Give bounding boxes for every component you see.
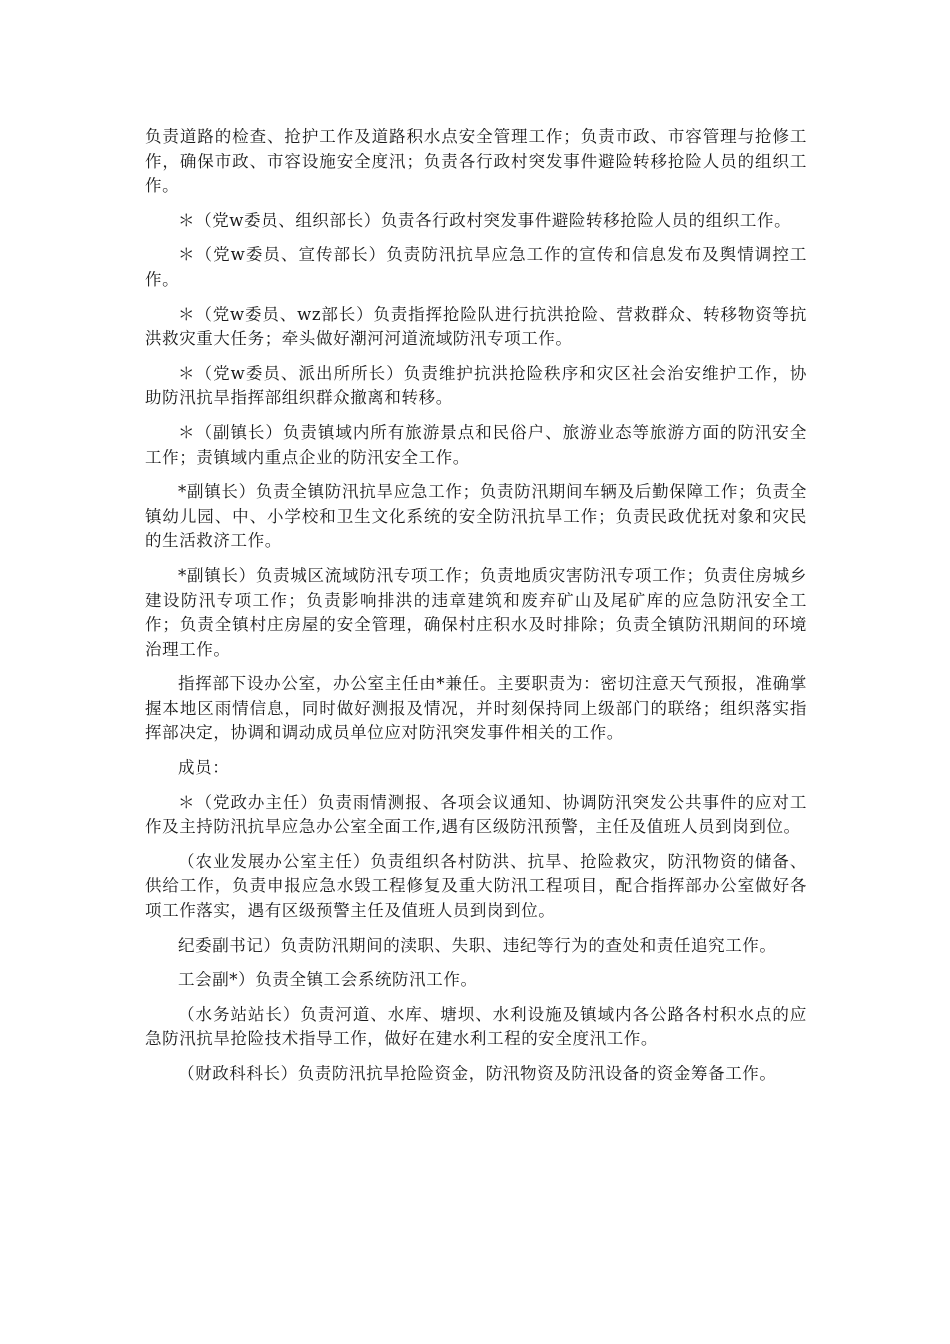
paragraph-wz-minister: ＊（党w委员、wz部长）负责指挥抢险队进行抗洪抢险、营救群众、转移物资等抗洪救灾重大任务；牵头做好潮河河道流域防汛专项工作。: [145, 304, 807, 349]
paragraph-agriculture-office: （农业发展办公室主任）负责组织各村防洪、抗旱、抢险救灾，防汛物资的储备、供给工作，负责申报应急水毁工程修复及重大防汛工程项目，配合指挥部办公室做好各项工作落实，遇有区级预警主任及值班人员到岗到位。: [145, 851, 807, 921]
paragraph-deputy-mayor-urban: *副镇长）负责城区流域防汛专项工作；负责地质灾害防汛专项工作；负责住房城乡建设防汛专项工作；负责影响排洪的违章建筑和废弃矿山及尾矿库的应急防汛安全工作；负责全镇村庄房屋的安全管理，确保村庄积水及时排除；负责全镇防汛期间的环境治理工作。: [145, 565, 807, 659]
paragraph-deputy-mayor-emergency: *副镇长）负责全镇防汛抗旱应急工作；负责防汛期间车辆及后勤保障工作；负责全镇幼儿园、中、小学校和卫生文化系统的安全防汛抗旱工作；负责民政优抚对象和灾民的生活救济工作。: [145, 482, 807, 551]
paragraph-organization-minister: ＊（党w委员、组织部长）负责各行政村突发事件避险转移抢险人员的组织工作。: [178, 210, 792, 230]
paragraph-police-chief: ＊（党w委员、派出所所长）负责维护抗洪抢险秩序和灾区社会治安维护工作，协助防汛抗旱指挥部组织群众撤离和转移。: [145, 363, 807, 408]
paragraph-deputy-mayor-tourism: ＊（副镇长）负责镇域内所有旅游景点和民俗户、旅游业态等旅游方面的防汛安全工作；责镇域内重点企业的防汛安全工作。: [145, 422, 807, 467]
paragraph-command-office: 指挥部下设办公室，办公室主任由*兼任。主要职责为：密切注意天气预报，准确掌握本地区雨情信息，同时做好测报及情况，并时刻保持同上级部门的联络；组织落实指挥部决定，协调和调动成员单位应对防汛突发事件相关的工作。: [145, 674, 807, 743]
document-page: [145, 125, 807, 1097]
paragraph-members-heading: 成员：: [178, 758, 230, 778]
paragraph-party-office-director: ＊（党政办主任）负责雨情测报、各项会议通知、协调防汛突发公共事件的应对工作及主持防汛抗旱应急办公室全面工作,遇有区级防汛预警，主任及值班人员到岗到位。: [145, 792, 807, 837]
paragraph-discipline-deputy: 纪委副书记）负责防汛期间的渎职、失职、违纪等行为的查处和责任追究工作。: [178, 935, 777, 955]
paragraph-water-station: （水务站站长）负责河道、水库、塘坝、水利设施及镇域内各公路各村积水点的应急防汛抗旱抢险技术指导工作，做好在建水利工程的安全度汛工作。: [145, 1004, 807, 1049]
paragraph-union-deputy: 工会副*）负责全镇工会系统防汛工作。: [178, 970, 478, 990]
paragraph-finance-section: （财政科科长）负责防汛抗旱抢险资金，防汛物资及防汛设备的资金筹备工作。: [178, 1064, 777, 1083]
paragraph-road-duties: 负责道路的检查、抢护工作及道路积水点安全管理工作；负责市政、市容管理与抢修工作，确保市政、市容设施安全度汛；负责各行政村突发事件避险转移抢险人员的组织工作。: [145, 127, 807, 196]
paragraph-propaganda-minister: ＊（党w委员、宣传部长）负责防汛抗旱应急工作的宣传和信息发布及舆情调控工作。: [145, 245, 807, 289]
